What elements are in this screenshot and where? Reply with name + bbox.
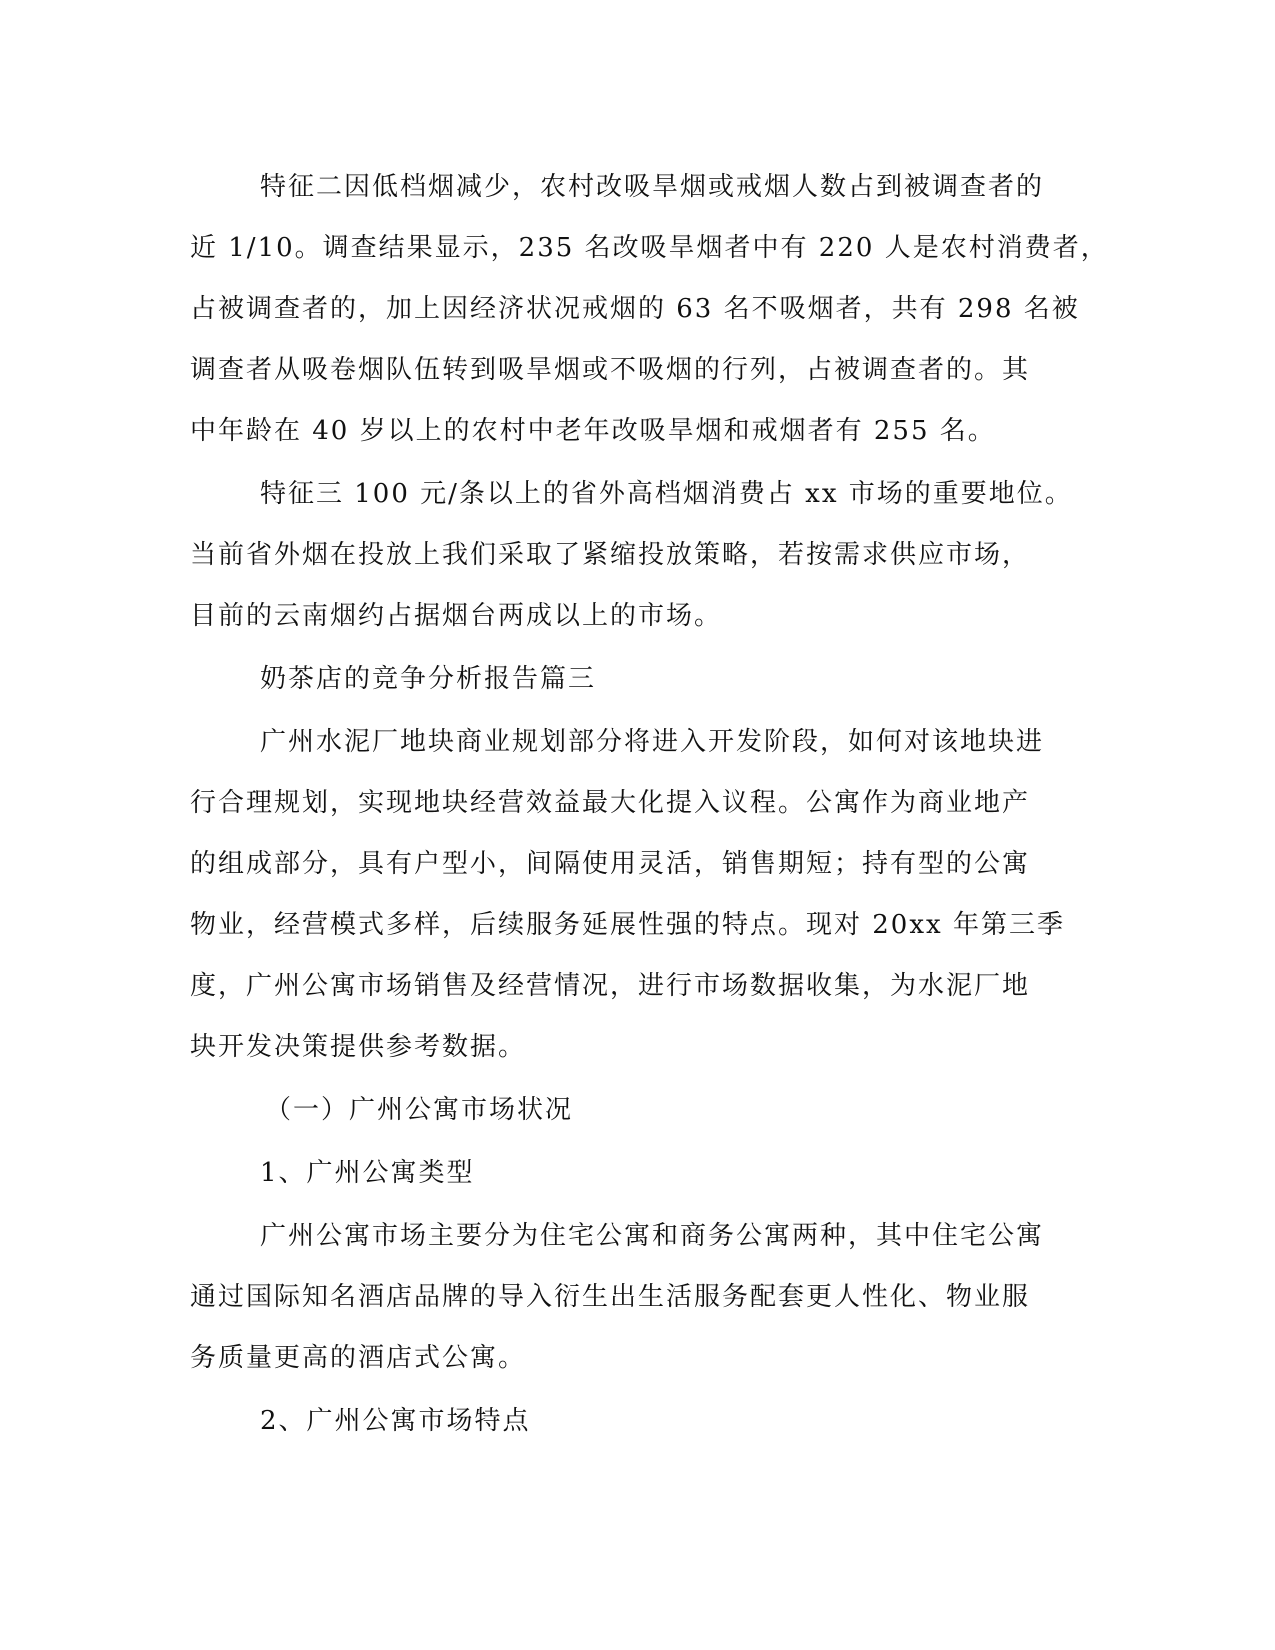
paragraph-line: 特征三 100 元/条以上的省外高档烟消费占 xx 市场的重要地位。 bbox=[260, 479, 1073, 509]
paragraph-line: 务质量更高的酒店式公寓。 bbox=[190, 1343, 527, 1373]
paragraph-line: 占被调查者的，加上因经济状况戒烟的 63 名不吸烟者，共有 298 名被 bbox=[190, 294, 1080, 324]
paragraph-line: 度，广州公寓市场销售及经营情况，进行市场数据收集，为水泥厂地 bbox=[190, 971, 1031, 1001]
paragraph-line: 当前省外烟在投放上我们采取了紧缩投放策略，若按需求供应市场， bbox=[190, 540, 1031, 570]
paragraph-line: 行合理规划，实现地块经营效益最大化提入议程。公寓作为商业地产 bbox=[190, 788, 1031, 818]
paragraph-line: 广州水泥厂地块商业规划部分将进入开发阶段，如何对该地块进 bbox=[260, 727, 1045, 757]
list-heading: 2、广州公寓市场特点 bbox=[260, 1406, 531, 1436]
list-heading: 1、广州公寓类型 bbox=[260, 1158, 475, 1188]
paragraph-line: 的组成部分，具有户型小，间隔使用灵活，销售期短；持有型的公寓 bbox=[190, 849, 1031, 879]
paragraph-line: 块开发决策提供参考数据。 bbox=[190, 1032, 527, 1062]
subsection-heading: （一）广州公寓市场状况 bbox=[265, 1095, 574, 1125]
paragraph-line: 通过国际知名酒店品牌的导入衍生出生活服务配套更人性化、物业服 bbox=[190, 1282, 1031, 1312]
section-heading: 奶茶店的竞争分析报告篇三 bbox=[260, 664, 597, 694]
paragraph-line: 广州公寓市场主要分为住宅公寓和商务公寓两种，其中住宅公寓 bbox=[260, 1221, 1045, 1251]
paragraph-line: 物业，经营模式多样，后续服务延展性强的特点。现对 20xx 年第三季 bbox=[190, 910, 1065, 940]
paragraph-line: 调查者从吸卷烟队伍转到吸旱烟或不吸烟的行列，占被调查者的。其 bbox=[190, 355, 1031, 385]
paragraph-line: 目前的云南烟约占据烟台两成以上的市场。 bbox=[190, 601, 723, 631]
paragraph-line: 近 1/10。调查结果显示，235 名改吸旱烟者中有 220 人是农村消费者， bbox=[190, 233, 1109, 263]
paragraph-line: 特征二因低档烟减少，农村改吸旱烟或戒烟人数占到被调查者的 bbox=[260, 172, 1045, 202]
paragraph-line: 中年龄在 40 岁以上的农村中老年改吸旱烟和戒烟者有 255 名。 bbox=[190, 416, 996, 446]
